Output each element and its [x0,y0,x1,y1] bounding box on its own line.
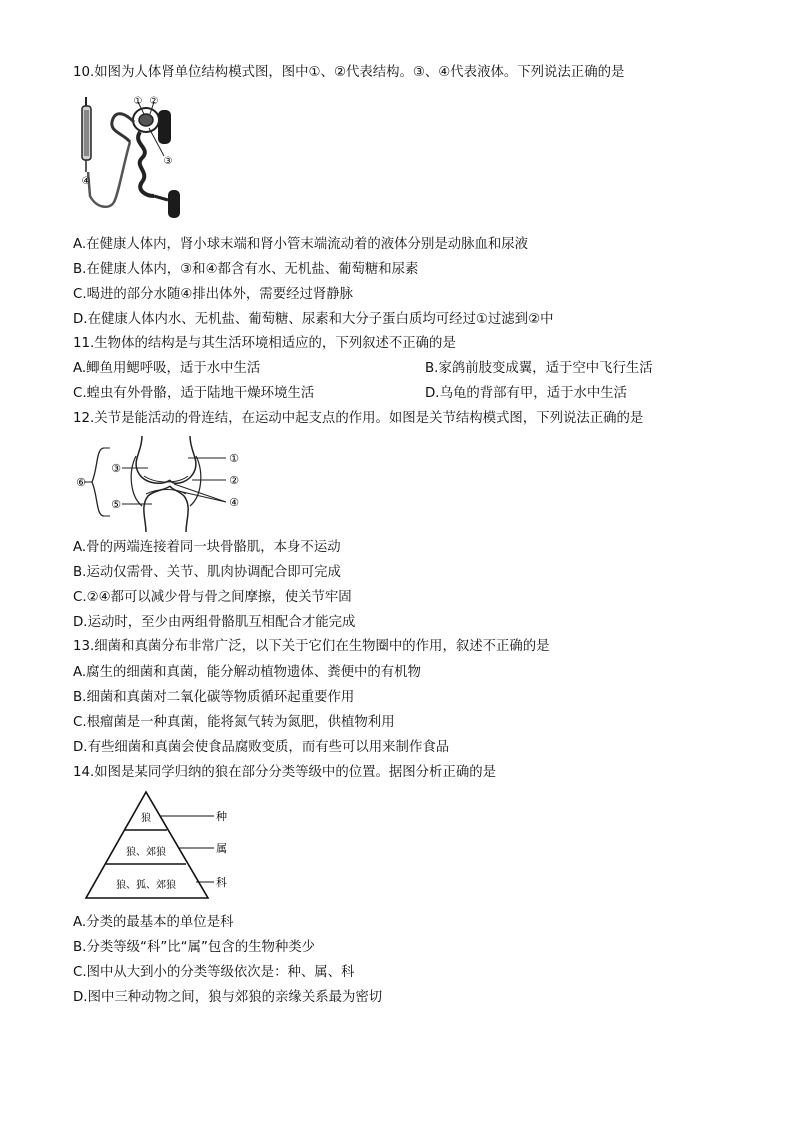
q12-label-2: ② [229,474,239,487]
q13-option-c: C.根瘤菌是一种真菌，能将氮气转为氮肥，供植物利用 [73,715,395,730]
q11-stem: 11.生物体的结构是与其生活环境相适应的，下列叙述不正确的是 [73,336,456,351]
q12-label-3: ③ [111,462,121,475]
q14-classification-pyramid [80,788,240,904]
q11-row-2 [73,385,628,403]
q10-option-b: B.在健康人体内，③和④都含有水、无机盐、葡萄糖和尿素 [73,262,419,277]
q14-option-b: B.分类等级“科”比“属”包含的生物种类少 [73,940,316,955]
q12-option-d: D.运动时，至少由两组骨骼肌互相配合才能完成 [73,615,356,630]
q14-option-d: D.图中三种动物之间，狼与郊狼的亲缘关系最为密切 [73,990,383,1005]
q11-option-a: A.鲫鱼用鳃呼吸，适于水中生活 [73,361,261,376]
q12-label-4: ④ [229,496,239,509]
q14-level-family: 狼、狐、郊狼 [116,880,176,891]
q12-label-6: ⑥ [76,476,86,489]
q14-level-genus: 狼、郊狼 [126,847,166,858]
q13-stem: 13.细菌和真菌分布非常广泛，以下关于它们在生物圈中的作用，叙述不正确的是 [73,639,550,654]
q10-option-d: D.在健康人体内水、无机盐、葡萄糖、尿素和大分子蛋白质均可经过①过滤到②中 [73,312,554,327]
q14-stem: 14.如图是某同学归纳的狼在部分分类等级中的位置。据图分析正确的是 [73,765,497,780]
q12-stem: 12.关节是能活动的骨连结，在运动中起支点的作用。如图是关节结构模式图，下列说法正确的是 [73,411,644,426]
q10-label-4: ④ [81,176,91,187]
q11-option-c: C.蝗虫有外骨骼，适于陆地干燥环境生活 [73,386,315,401]
q14-option-a: A.分类的最基本的单位是科 [73,915,234,930]
q12-joint-figure [74,436,246,532]
q14-rank-genus: 属 [216,842,227,855]
q14-option-c: C.图中从大到小的分类等级依次是：种、属、科 [73,965,355,980]
q14-rank-family: 科 [216,876,227,889]
q10-nephron-figure [74,92,184,220]
q10-label-1: ① [133,96,143,107]
q11-option-d: D.乌龟的背部有甲，适于水中生活 [425,386,628,401]
q13-option-a: A.腐生的细菌和真菌，能分解动植物遗体、粪便中的有机物 [73,665,421,680]
q10-stem: 10.如图为人体肾单位结构模式图，图中①、②代表结构。③、④代表液体。下列说法正确的是 [73,65,625,80]
q12-option-a: A.骨的两端连接着同一块骨骼肌，本身不运动 [73,540,341,555]
q10-label-3: ③ [163,156,173,167]
q11-option-b: B.家鸽前肢变成翼，适于空中飞行生活 [425,361,653,376]
q13-option-b: B.细菌和真菌对二氧化碳等物质循环起重要作用 [73,690,355,705]
q10-label-2: ② [149,96,159,107]
q13-option-d: D.有些细菌和真菌会使食品腐败变质，而有些可以用来制作食品 [73,740,450,755]
q10-option-a: A.在健康人体内，肾小球末端和肾小管末端流动着的液体分别是动脉血和尿液 [73,237,529,252]
q10-option-c: C.喝进的部分水随④排出体外，需要经过肾静脉 [73,287,354,302]
q12-option-b: B.运动仅需骨、关节、肌肉协调配合即可完成 [73,565,341,580]
q14-level-species: 狼 [141,813,151,824]
q12-label-5: ⑤ [111,498,121,511]
q11-row-1 [73,360,653,378]
q14-rank-species: 种 [216,810,227,823]
q12-option-c: C.②④都可以减少骨与骨之间摩擦，使关节牢固 [73,590,352,605]
q12-label-1: ① [229,452,239,465]
